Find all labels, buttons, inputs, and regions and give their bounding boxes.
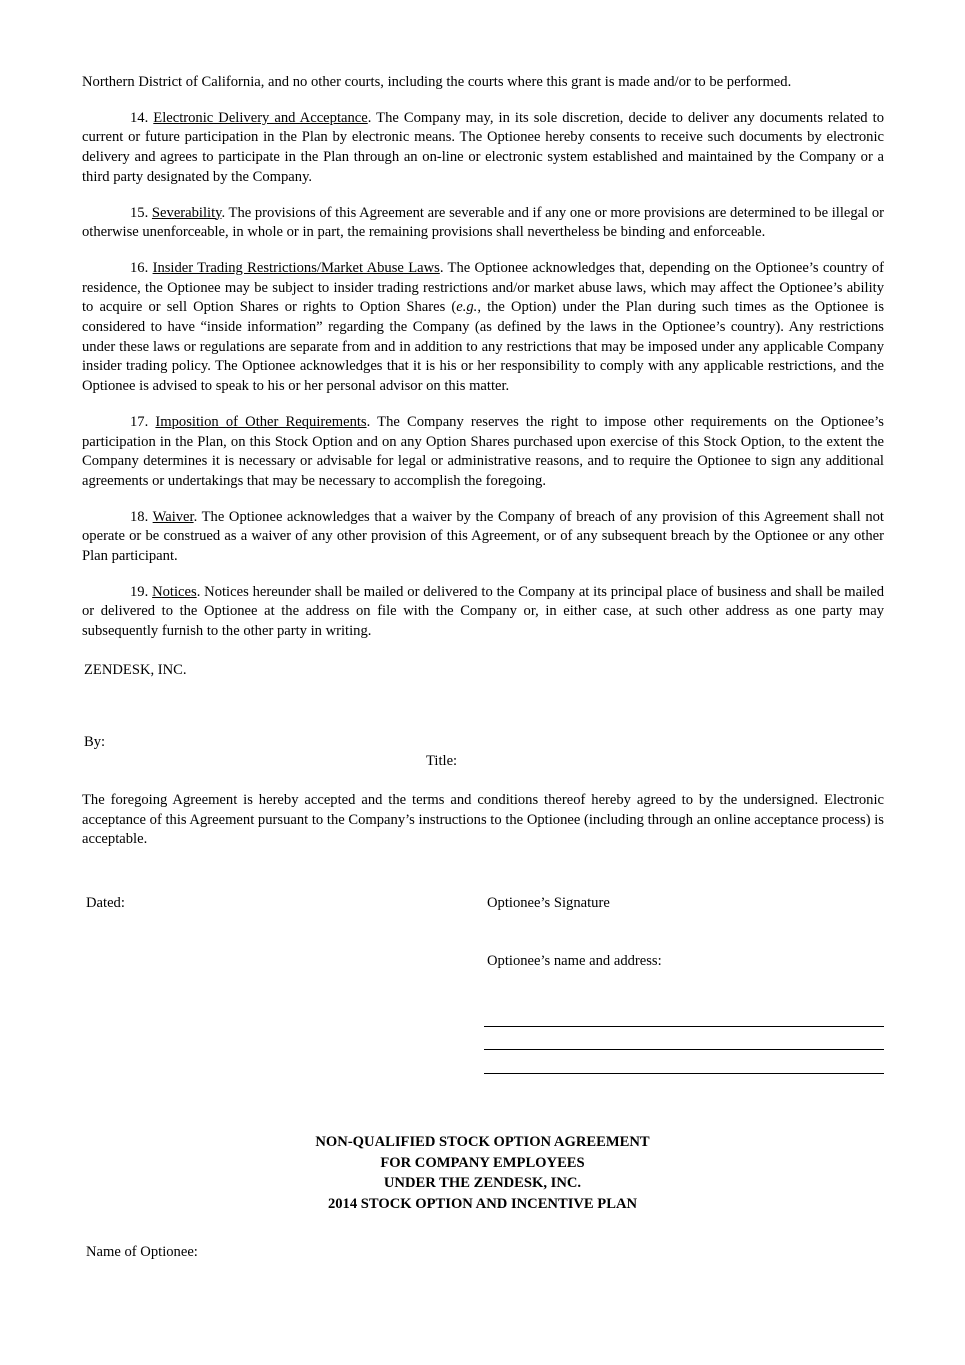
address-line-3 [484,1073,884,1074]
clause-text: . Notices hereunder shall be mailed or delivered to the Company at its principal place of business and shall be mailed or delivered to the Optionee at the address on file with the Company or, in either case, at such other address as one party may subsequently furnish to the other party in writing. [82,583,884,640]
by-label: By: [84,734,106,750]
clause-text: . The Optionee acknowledges that, depending on the Optionee’s country of residence, the Optionee may be subject to insider trading restrictions and/or market abuse laws, which may affect the Optionee’s ability to acquire or sell Option Shares or rights to Option Shares ( [82,259,884,316]
clause-19-notices [82,583,884,642]
clause-text: . The Company may, in its sole discretion, decide to deliver any documents related to current or future participation in the Plan by electronic means. The Optionee hereby consents to receive such documents by electronic delivery and agrees to participate in the Plan through an on-line or electronic system established and maintained by the Company or a third party designated by the Company. [82,109,884,185]
clause-number: 14. [130,109,149,126]
agreement-heading [0,1132,965,1214]
clause-number: 16. [130,259,149,276]
clause-title: Insider Trading Restrictions/Market Abuse Laws [152,259,440,276]
clause-text: . The provisions of this Agreement are severable and if any one or more provisions are determined to be illegal or otherwise unenforceable, in whole or in part, the remaining provisions shall nevertheless be binding and enforceable. [82,204,885,241]
clause-14-electronic-delivery [82,109,884,188]
name-address-label: Optionee’s name and address: [487,953,662,969]
dated-label: Dated: [86,895,125,911]
title-label: Title: [426,753,458,769]
clause-number: 18. [130,508,149,525]
clause-17-other-requirements [82,413,884,492]
clause-text: . The Company reserves the right to impose other requirements on the Optionee’s participation in the Plan, on this Stock Option and on any Option Shares purchased upon exercise of this Stock Option, to the extent the Company determines it is necessary or advisable for legal or administrative reasons, and to require the Optionee to sign any additional agreements or undertakings that may be necessary to accomplish the foregoing. [82,413,884,489]
agreement-body [82,73,884,658]
clause-title: Notices [152,583,197,600]
clause-text: , the Option) under the Plan during such times as the Optionee is considered to have “inside information” regarding the Company (as defined by the laws in the Optionee’s country). Any restrictions under these laws or regulations are separate from and in addition to any restrictions that may be imposed under any applicable Company insider trading policy. The Optionee acknowledges that it is his or her responsibility to comply with any applicable restrictions, and the Optionee is advised to speak to his or her personal advisor on this matter. [82,299,885,395]
clause-text: . The Optionee acknowledges that a waiver by the Company of breach of any provision of this Agreement shall not operate or be construed as a waiver of any other provision of this Agreement, or of any subsequent breach by the Optionee or any other Plan participant. [82,508,884,565]
address-line-1 [484,1026,884,1027]
heading-line: UNDER THE ZENDESK, INC. [383,1175,582,1191]
clause-italic-text: e.g. [456,299,478,316]
heading-line: 2014 STOCK OPTION AND INCENTIVE PLAN [327,1195,638,1212]
signature-label: Optionee’s Signature [487,895,610,911]
clause-title: Severability [151,204,222,221]
clause-16-insider-trading [82,259,884,397]
heading-line: FOR COMPANY EMPLOYEES [380,1154,585,1171]
acceptance-paragraph: The foregoing Agreement is hereby accepted and the terms and conditions thereof hereby agreed to by the undersigned. Electronic acceptance of this Agreement pursuant to the Company’s instructions to the Optionee (including through an online acceptance process) is acceptable. [82,792,884,848]
clause-title: Electronic Delivery and Acceptance [153,109,368,126]
clause-title: Imposition of Other Requirements [155,413,367,430]
clause-title: Waiver [152,508,194,525]
company-name: ZENDESK, INC. [84,662,187,678]
heading-line: NON-QUALIFIED STOCK OPTION AGREEMENT [315,1134,650,1150]
address-line-2 [484,1049,884,1050]
clause-number: 15. [130,204,149,221]
clause-number: 17. [130,413,149,430]
clause-15-severability [82,204,884,243]
clause-number: 19. [130,583,149,600]
clause-18-waiver [82,508,884,567]
intro-tail-paragraph: Northern District of California, and no other courts, including the courts where this grant is made and/or to be performed. [82,74,792,90]
optionee-name-label: Name of Optionee: [86,1244,198,1260]
